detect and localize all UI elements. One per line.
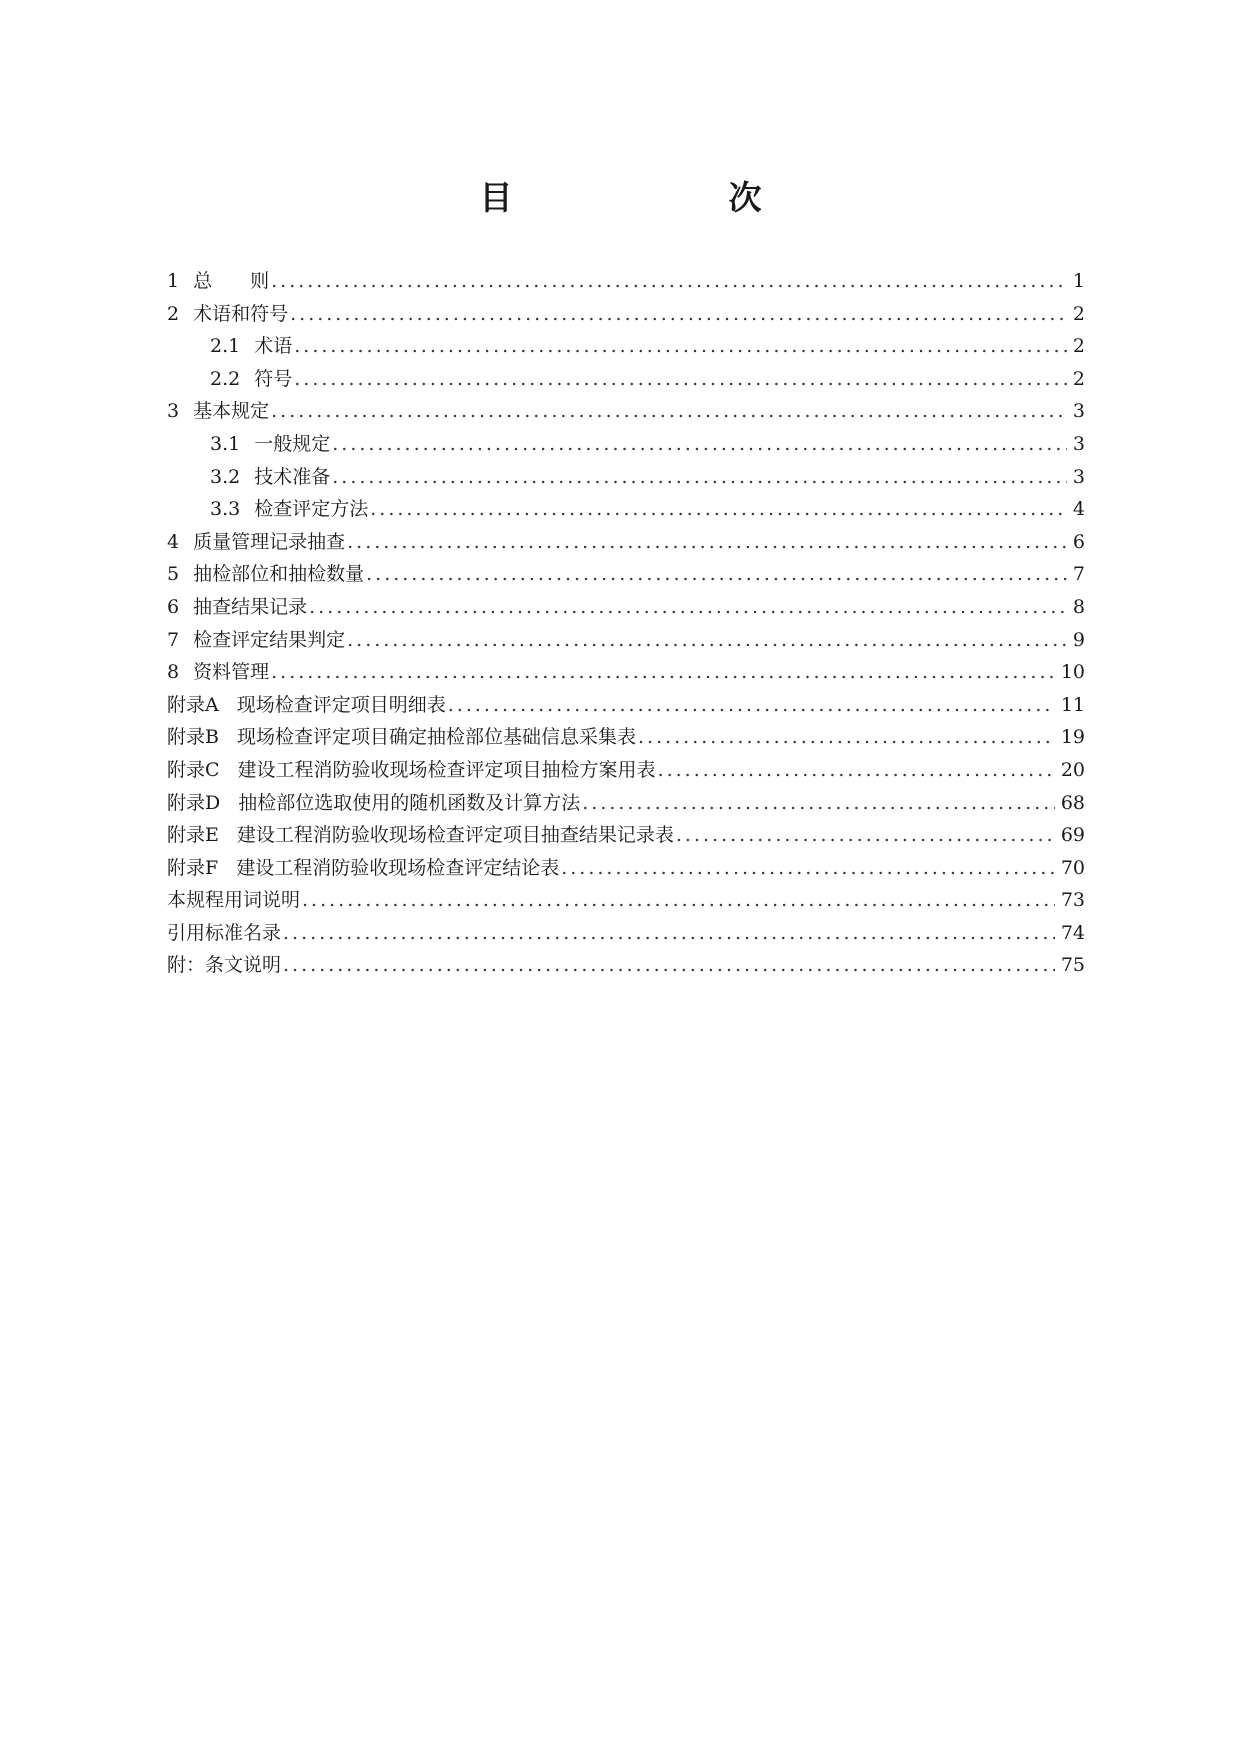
toc-entry-page: 2 xyxy=(1072,302,1085,325)
toc-entry-page: 2 xyxy=(1072,335,1085,358)
toc-dot-leader xyxy=(658,754,1055,787)
toc-entry-number: 附录C xyxy=(167,758,220,781)
toc-entry-number: 附录B xyxy=(167,726,219,749)
table-of-contents xyxy=(167,265,1085,982)
toc-entry-number: 5 xyxy=(167,563,180,586)
toc-entry-number: 3.2 xyxy=(210,465,241,488)
toc-entry-label: 抽检部位选取使用的随机函数及计算方法 xyxy=(238,791,581,814)
toc-dot-leader xyxy=(448,689,1055,722)
toc-dot-leader xyxy=(676,819,1055,852)
toc-dot-leader xyxy=(294,330,1067,363)
toc-entry-label: 术语 xyxy=(254,335,293,358)
toc-entry-label: 总 则 xyxy=(193,270,270,292)
toc-dot-leader xyxy=(332,461,1067,494)
toc-appendix-entry[interactable] xyxy=(167,819,1085,852)
toc-entry-page: 1 xyxy=(1072,270,1085,292)
toc-entry-page: 9 xyxy=(1072,628,1085,651)
toc-dot-leader xyxy=(271,656,1055,689)
toc-subentry[interactable] xyxy=(167,330,1085,363)
toc-entry[interactable] xyxy=(167,624,1085,657)
toc-appendix-entry[interactable] xyxy=(167,721,1085,754)
toc-dot-leader xyxy=(561,852,1055,885)
toc-entry-page: 4 xyxy=(1072,498,1085,521)
toc-entry-label: 抽检部位和抽检数量 xyxy=(193,563,365,586)
toc-dot-leader xyxy=(347,526,1067,559)
toc-entry-label: 引用标准名录 xyxy=(167,921,282,944)
toc-entry-page: 10 xyxy=(1060,661,1085,684)
toc-entry[interactable] xyxy=(167,298,1085,331)
toc-dot-leader xyxy=(347,624,1067,657)
toc-entry-number: 1 xyxy=(167,270,180,292)
toc-entry-page: 70 xyxy=(1060,856,1085,879)
toc-dot-leader xyxy=(302,884,1055,917)
toc-dot-leader xyxy=(638,721,1055,754)
toc-appendix-entry[interactable] xyxy=(167,787,1085,820)
toc-dot-leader xyxy=(283,949,1055,982)
toc-entry[interactable] xyxy=(167,265,1085,298)
toc-entry-number: 3 xyxy=(167,400,180,423)
toc-entry[interactable] xyxy=(167,949,1085,982)
toc-entry-page: 75 xyxy=(1060,954,1085,977)
toc-entry-label: 资料管理 xyxy=(193,661,270,684)
toc-entry-number: 4 xyxy=(167,530,180,553)
toc-appendix-entry[interactable] xyxy=(167,852,1085,885)
toc-entry-label: 抽查结果记录 xyxy=(193,595,308,618)
toc-dot-leader xyxy=(332,428,1067,461)
toc-entry-page: 7 xyxy=(1072,563,1085,586)
toc-entry-label: 附：条文说明 xyxy=(167,954,282,977)
toc-entry[interactable] xyxy=(167,591,1085,624)
toc-entry-number: 附录D xyxy=(167,791,221,814)
toc-entry-number: 2.1 xyxy=(210,335,241,358)
toc-dot-leader xyxy=(283,917,1055,950)
toc-entry[interactable] xyxy=(167,395,1085,428)
toc-dot-leader xyxy=(271,265,1067,298)
toc-dot-leader xyxy=(370,493,1067,526)
toc-entry-label: 建设工程消防验收现场检查评定项目抽检方案用表 xyxy=(237,758,656,781)
toc-entry-number: 6 xyxy=(167,595,180,618)
toc-entry-label: 质量管理记录抽查 xyxy=(193,530,346,553)
toc-entry-label: 一般规定 xyxy=(254,432,331,455)
toc-subentry[interactable] xyxy=(167,428,1085,461)
toc-entry-page: 3 xyxy=(1072,465,1085,488)
toc-dot-leader xyxy=(366,558,1067,591)
toc-dot-leader xyxy=(294,363,1067,396)
toc-dot-leader xyxy=(290,298,1067,331)
toc-entry-number: 2 xyxy=(167,302,180,325)
toc-entry-number: 附录A xyxy=(167,693,219,716)
toc-entry-label: 建设工程消防验收现场检查评定项目抽查结果记录表 xyxy=(236,824,674,847)
toc-entry[interactable] xyxy=(167,884,1085,917)
toc-entry-label: 检查评定方法 xyxy=(254,498,369,521)
toc-subentry[interactable] xyxy=(167,363,1085,396)
toc-entry-page: 20 xyxy=(1060,758,1085,781)
page-title: 目 次 xyxy=(479,178,812,217)
toc-entry-page: 8 xyxy=(1072,595,1085,618)
toc-dot-leader xyxy=(309,591,1067,624)
toc-entry-label: 术语和符号 xyxy=(193,302,289,325)
toc-entry-page: 11 xyxy=(1060,693,1085,716)
toc-entry-number: 3.1 xyxy=(210,432,241,455)
toc-entry-page: 74 xyxy=(1060,921,1085,944)
toc-entry-label: 基本规定 xyxy=(193,400,270,423)
toc-entry-label: 技术准备 xyxy=(254,465,331,488)
toc-entry-page: 68 xyxy=(1060,791,1085,814)
toc-entry-number: 8 xyxy=(167,661,180,684)
toc-entry-label: 本规程用词说明 xyxy=(167,889,301,912)
toc-appendix-entry[interactable] xyxy=(167,689,1085,722)
toc-dot-leader xyxy=(582,787,1055,820)
toc-entry-page: 6 xyxy=(1072,530,1085,553)
toc-subentry[interactable] xyxy=(167,493,1085,526)
toc-entry[interactable] xyxy=(167,558,1085,591)
toc-entry-label: 建设工程消防验收现场检查评定结论表 xyxy=(236,856,560,879)
toc-entry[interactable] xyxy=(167,656,1085,689)
toc-entry-label: 现场检查评定项目确定抽检部位基础信息采集表 xyxy=(236,726,636,749)
toc-entry-page: 73 xyxy=(1060,889,1085,912)
toc-entry-page: 19 xyxy=(1060,726,1085,749)
toc-entry[interactable] xyxy=(167,526,1085,559)
toc-entry-page: 3 xyxy=(1072,432,1085,455)
toc-entry-page: 69 xyxy=(1060,824,1085,847)
toc-entry-label: 检查评定结果判定 xyxy=(193,628,346,651)
toc-entry-number: 2.2 xyxy=(210,367,241,390)
toc-entry-label: 现场检查评定项目明细表 xyxy=(236,693,446,716)
toc-entry-number: 7 xyxy=(167,628,180,651)
toc-subentry[interactable] xyxy=(167,461,1085,494)
toc-entry-page: 3 xyxy=(1072,400,1085,423)
toc-appendix-entry[interactable] xyxy=(167,754,1085,787)
toc-entry-label: 符号 xyxy=(254,367,293,390)
toc-entry-number: 附录E xyxy=(167,824,219,847)
toc-entry-number: 3.3 xyxy=(210,498,241,521)
toc-dot-leader xyxy=(271,395,1067,428)
toc-entry-page: 2 xyxy=(1072,367,1085,390)
toc-entry-number: 附录F xyxy=(167,856,219,879)
toc-entry[interactable] xyxy=(167,917,1085,950)
